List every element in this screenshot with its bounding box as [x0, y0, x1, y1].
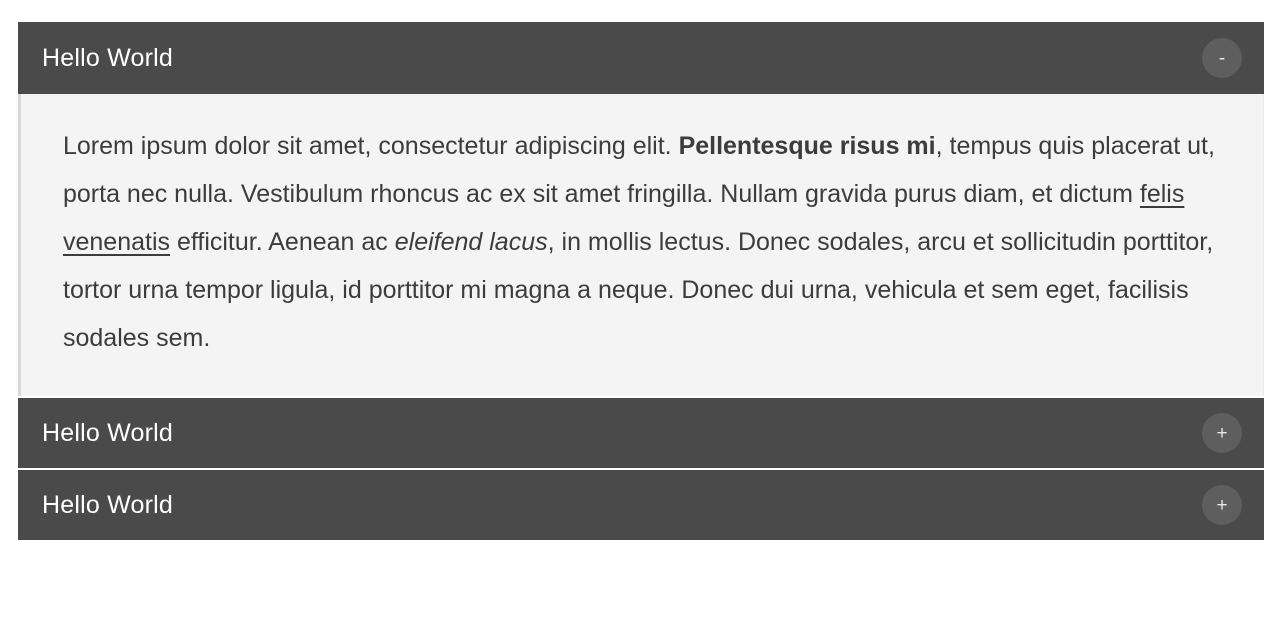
- expand-toggle-icon-3[interactable]: +: [1202, 485, 1242, 525]
- body-text-bold-1: Pellentesque risus mi: [678, 132, 936, 160]
- body-text-part-4: , in mollis lectus. Donec sodales, arcu et sollicitudin porttitor, tortor urna tempor ligula, id porttitor mi magna a neque. Donec dui urna, vehicula et sem eget, facilisis sodales sem.: [63, 228, 1214, 352]
- collapse-toggle-icon-1[interactable]: -: [1202, 38, 1242, 78]
- expand-toggle-icon-2[interactable]: +: [1202, 413, 1242, 453]
- accordion-body-text-1: [63, 122, 1223, 362]
- accordion-panel-1: [18, 22, 1264, 396]
- accordion-panel-2: [18, 396, 1264, 468]
- accordion-title-1: Hello World: [42, 43, 173, 72]
- accordion: [18, 22, 1264, 540]
- body-text-underline-1: felis venenatis: [63, 180, 1185, 256]
- body-text-part-2: , tempus quis placerat ut, porta nec nulla. Vestibulum rhoncus ac ex sit amet fringilla. Nullam gravida purus diam, et dictum: [63, 132, 1215, 208]
- accordion-title-2: Hello World: [42, 418, 173, 447]
- body-text-part-1: Lorem ipsum dolor sit amet, consectetur adipiscing elit.: [63, 132, 679, 160]
- body-text-part-3: efficitur. Aenean ac: [170, 228, 395, 256]
- accordion-panel-3: [18, 468, 1264, 540]
- accordion-body-1: [18, 94, 1264, 396]
- accordion-header-1[interactable]: [18, 22, 1264, 94]
- accordion-title-3: Hello World: [42, 490, 173, 519]
- accordion-header-3[interactable]: [18, 468, 1264, 540]
- accordion-header-2[interactable]: [18, 396, 1264, 468]
- body-text-italic-1: eleifend lacus: [394, 228, 548, 256]
